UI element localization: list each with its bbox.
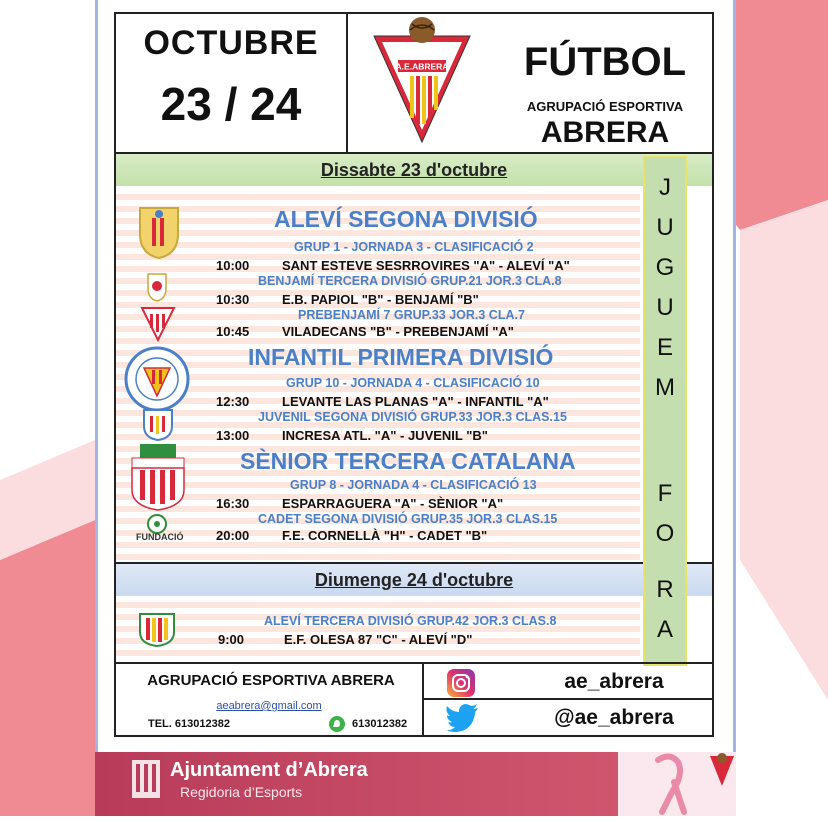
match-time: 10:30 bbox=[216, 292, 250, 307]
twitter-icon[interactable] bbox=[446, 704, 480, 732]
match-time: 10:45 bbox=[216, 324, 250, 339]
banner-letter: O bbox=[655, 520, 675, 547]
schedule-frame bbox=[114, 12, 714, 737]
logo-text: A.E.ABRERA bbox=[395, 61, 449, 72]
date-box bbox=[116, 14, 348, 152]
banner-letter: M bbox=[655, 374, 675, 401]
division-title: ALEVÍ SEGONA DIVISIÓ bbox=[274, 206, 538, 232]
group-info: CADET SEGONA DIVISIÓ GRUP.35 JOR.3 CLAS.15 bbox=[258, 512, 558, 526]
ajuntament-crest-icon bbox=[130, 758, 162, 804]
whatsapp-number: 613012382 bbox=[352, 718, 408, 730]
group-info: ALEVÍ TERCERA DIVISIÓ GRUP.42 JOR.3 CLAS.8 bbox=[264, 614, 557, 628]
group-info: GRUP 8 - JORNADA 4 - CLASIFICACIÓ 13 bbox=[290, 478, 537, 492]
divider bbox=[116, 662, 712, 664]
club-logo bbox=[372, 16, 472, 146]
division-title: INFANTIL PRIMERA DIVISIÓ bbox=[248, 344, 554, 370]
banner-letter: E bbox=[656, 334, 673, 361]
match-time: 12:30 bbox=[216, 394, 250, 409]
match-teams: VILADECANS "B" - PREBENJAMÍ "A" bbox=[282, 324, 514, 339]
football-icon bbox=[146, 514, 168, 534]
match-teams: E.B. PAPIOL "B" - BENJAMÍ "B" bbox=[282, 292, 479, 307]
match-teams: LEVANTE LAS PLANAS "A" - INFANTIL "A" bbox=[282, 394, 549, 409]
email-link[interactable]: aeabrera@gmail.com bbox=[216, 700, 322, 712]
club-label: FUNDACIÓ bbox=[136, 532, 184, 542]
phone-number: TEL. 613012382 bbox=[148, 718, 230, 730]
title-box bbox=[496, 14, 714, 152]
banner-letter: F bbox=[657, 480, 673, 507]
club-name-line2: ABRERA bbox=[540, 116, 670, 149]
club-name-line1: AGRUPACIÓ ESPORTIVA bbox=[526, 99, 684, 114]
match-time: 9:00 bbox=[218, 632, 245, 647]
club-badge-icon bbox=[142, 408, 174, 442]
banner-letter: U bbox=[656, 294, 674, 321]
match-time: 13:00 bbox=[216, 428, 250, 443]
banner-letter: G bbox=[655, 254, 675, 281]
group-info: GRUP 1 - JORNADA 3 - CLASIFICACIÓ 2 bbox=[294, 240, 534, 254]
division-title: SÈNIOR TERCERA CATALANA bbox=[240, 448, 576, 474]
banner-letter: R bbox=[656, 576, 674, 603]
pink-ribbon-icon bbox=[618, 752, 736, 816]
club-badge-icon bbox=[136, 204, 182, 260]
awareness-badge bbox=[618, 752, 736, 816]
match-time: 16:30 bbox=[216, 496, 250, 511]
group-info: JUVENIL SEGONA DIVISIÓ GRUP.33 JOR.3 CLAS.15 bbox=[258, 410, 567, 424]
club-badge-icon bbox=[138, 612, 176, 648]
match-teams: ESPARRAGUERA "A" - SÈNIOR "A" bbox=[282, 496, 504, 511]
match-teams: F.E. CORNELLÀ "H" - CADET "B" bbox=[282, 528, 488, 543]
match-teams: INCRESA ATL. "A" - JUVENIL "B" bbox=[282, 428, 488, 443]
group-info: GRUP 10 - JORNADA 4 - CLASIFICACIÓ 10 bbox=[286, 376, 540, 390]
saturday-header: Dissabte 23 d'octubre bbox=[116, 154, 712, 186]
instagram-handle[interactable]: ae_abrera bbox=[564, 670, 664, 693]
club-badge-icon bbox=[140, 306, 176, 342]
month-label: OCTUBRE bbox=[143, 24, 319, 62]
ajuntament-title: Ajuntament d’Abrera bbox=[170, 759, 368, 781]
match-time: 10:00 bbox=[216, 258, 250, 273]
banner-letter: U bbox=[656, 214, 674, 241]
group-info: PREBENJAMÍ 7 GRUP.33 JOR.3 CLA.7 bbox=[298, 308, 525, 322]
banner-letter: A bbox=[656, 616, 673, 643]
twitter-handle[interactable]: @ae_abrera bbox=[554, 706, 674, 729]
club-badge-icon bbox=[146, 272, 168, 302]
club-badge-icon bbox=[126, 442, 190, 512]
footer-club-name: AGRUPACIÓ ESPORTIVA ABRERA bbox=[147, 672, 395, 689]
days-label: 23 / 24 bbox=[160, 78, 302, 130]
divider bbox=[422, 698, 712, 700]
match-time: 20:00 bbox=[216, 528, 250, 543]
group-info: BENJAMÍ TERCERA DIVISIÓ GRUP.21 JOR.3 CLA.8 bbox=[258, 274, 562, 288]
regidoria-subtitle: Regidoria d’Esports bbox=[180, 784, 303, 800]
club-badge-icon bbox=[124, 346, 190, 412]
whatsapp-icon bbox=[328, 715, 346, 733]
instagram-icon[interactable] bbox=[446, 668, 476, 698]
match-teams: SANT ESTEVE SESRROVIRES "A" - ALEVÍ "A" bbox=[282, 258, 570, 273]
match-teams: E.F. OLESA 87 "C" - ALEVÍ "D" bbox=[284, 632, 473, 647]
juguem-fora-banner bbox=[643, 156, 687, 666]
sunday-header: Diumenge 24 d'octubre bbox=[116, 562, 712, 596]
banner-letter: J bbox=[659, 174, 671, 201]
sport-title: FÚTBOL bbox=[523, 40, 687, 84]
